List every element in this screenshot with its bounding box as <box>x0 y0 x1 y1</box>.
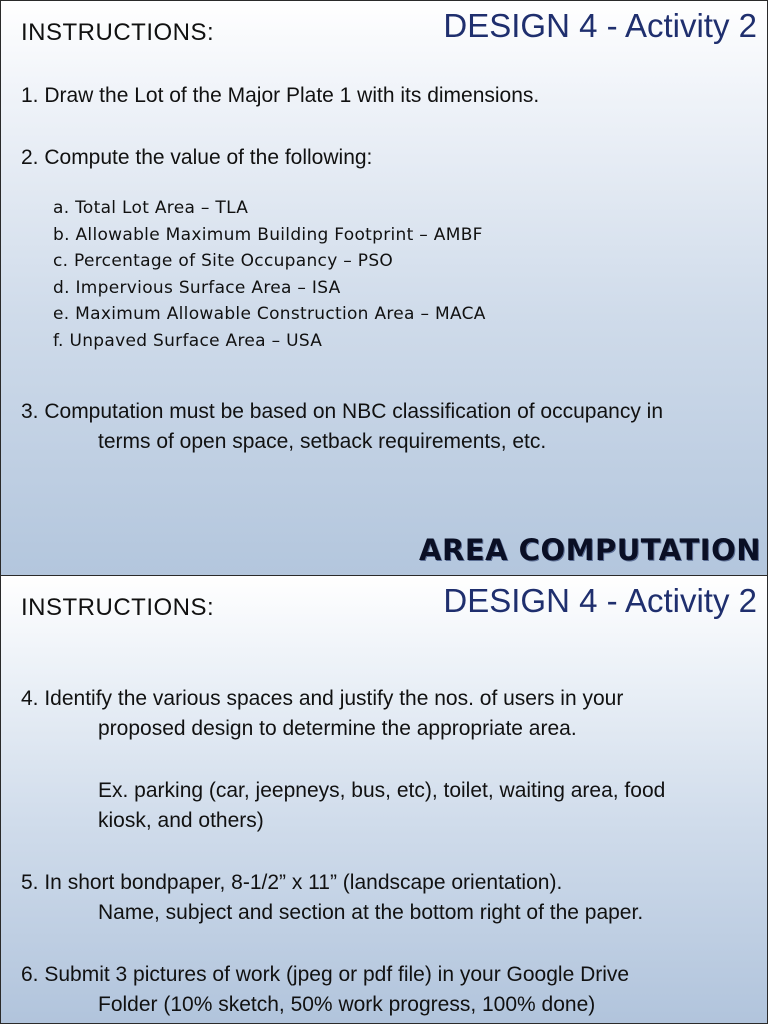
instruction-item-6-line1: 6. Submit 3 pictures of work (jpeg or pdf file) in your Google Drive <box>21 963 630 986</box>
slide-title: DESIGN 4 - Activity 2 <box>443 582 757 619</box>
instruction-item-6 <box>21 960 753 1020</box>
area-computation-heading: AREA COMPUTATION <box>419 533 761 567</box>
instruction-item-4 <box>21 684 753 744</box>
instruction-item-5-line1: 5. In short bondpaper, 8-1/2” x 11” (landscape orientation). <box>21 871 563 894</box>
example-line1: Ex. parking (car, jeepneys, bus, etc), toilet, waiting area, food <box>98 779 666 802</box>
instruction-item-2: 2. Compute the value of the following: <box>21 146 373 169</box>
instruction-item-5-line2: Name, subject and section at the bottom right of the paper. <box>98 901 644 924</box>
instruction-item-5 <box>21 868 753 928</box>
instruction-item-6-line2: Folder (10% sketch, 50% work progress, 100% done) <box>98 993 596 1016</box>
instruction-item-3-line2: terms of open space, setback requirements, etc. <box>98 430 547 453</box>
instruction-item-3 <box>21 397 753 457</box>
instructions-label: INSTRUCTIONS: <box>21 594 215 621</box>
instruction-item-1: 1. Draw the Lot of the Major Plate 1 with its dimensions. <box>21 84 540 107</box>
sub-item-isa: d. Impervious Surface Area – ISA <box>53 277 341 298</box>
instruction-item-4-example <box>21 776 753 836</box>
sub-item-tla: a. Total Lot Area – TLA <box>53 198 249 218</box>
sub-item-ambf: b. Allowable Maximum Building Footprint – AMBF <box>53 224 483 245</box>
instruction-item-3-line1: 3. Computation must be based on NBC classification of occupancy in <box>21 400 664 423</box>
slide-title: DESIGN 4 - Activity 2 <box>443 7 757 44</box>
slide-2 <box>0 576 768 1024</box>
example-line2: kiosk, and others) <box>98 809 264 832</box>
instruction-item-4-line2: proposed design to determine the appropriate area. <box>98 717 577 740</box>
instructions-label: INSTRUCTIONS: <box>21 19 215 46</box>
sub-item-usa: f. Unpaved Surface Area – USA <box>53 330 323 351</box>
sub-item-list <box>53 195 486 355</box>
instruction-item-4-line1: 4. Identify the various spaces and justify the nos. of users in your <box>21 687 624 710</box>
sub-item-maca: e. Maximum Allowable Construction Area – MACA <box>53 304 486 325</box>
sub-item-pso: c. Percentage of Site Occupancy – PSO <box>53 251 394 272</box>
